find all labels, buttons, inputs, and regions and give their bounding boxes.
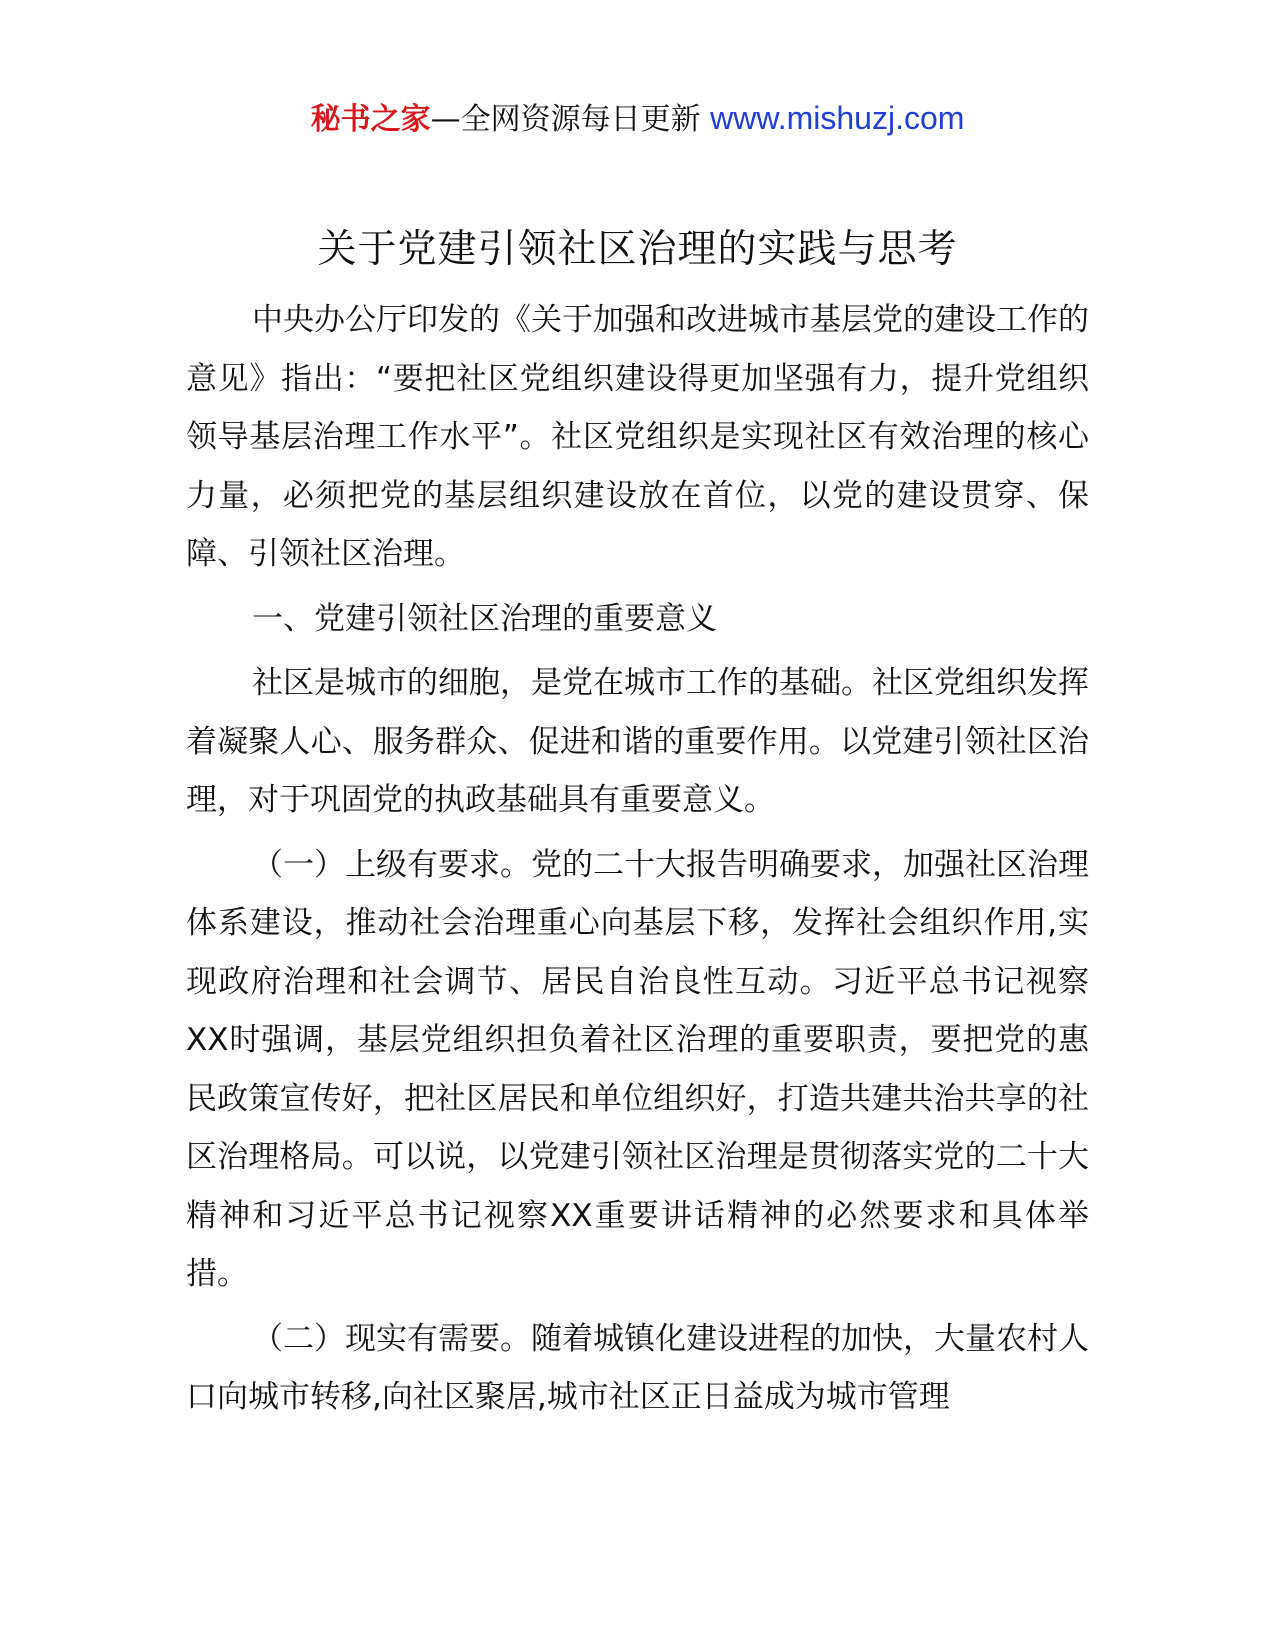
paragraph-point-1: （一）上级有要求。党的二十大报告明确要求，加强社区治理体系建设，推动社会治理重心向基层下移，发挥社会组织作用,实现政府治理和社会调节、居民自治良性互动。习近平总书记视察XX时强调，基层党组织担负着社区治理的重要职责，要把党的惠民政策宣传好，把社区居民和单位组织好，打造共建共治共享的社区治理格局。可以说，以党建引领社区治理是贯彻落实党的二十大精神和习近平总书记视察XX重要讲话精神的必然要求和具体举措。 <box>186 846 1089 1292</box>
document-body <box>186 291 1089 1433</box>
site-header <box>0 98 1275 140</box>
brand-name: 秘书之家 <box>310 102 431 137</box>
paragraph-intro: 中央办公厅印发的《关于加强和改进城市基层党的建设工作的意见》指出：“要把社区党组织建设得更加坚强有力，提升党组织领导基层治理工作水平”。社区党组织是实现社区有效治理的核心力量，必须把党的基层组织建设放在首位，以党的建设贯穿、保障、引领社区治理。 <box>186 302 1089 572</box>
header-tagline: —全网资源每日更新 <box>430 102 711 137</box>
paragraph-point-2: （二）现实有需要。随着城镇化建设进程的加快，大量农村人口向城市转移,向社区聚居,城市社区正日益成为城市管理 <box>186 1320 1089 1415</box>
site-url-link[interactable]: www.mishuzj.com <box>710 100 965 136</box>
paragraph-community-basis: 社区是城市的细胞，是党在城市工作的基础。社区党组织发挥着凝聚人心、服务群众、促进和谐的重要作用。以党建引领社区治理，对于巩固党的执政基础具有重要意义。 <box>186 665 1089 818</box>
section-heading-1: 一、党建引领社区治理的重要意义 <box>252 600 717 637</box>
document-title: 关于党建引领社区治理的实践与思考 <box>317 227 958 272</box>
